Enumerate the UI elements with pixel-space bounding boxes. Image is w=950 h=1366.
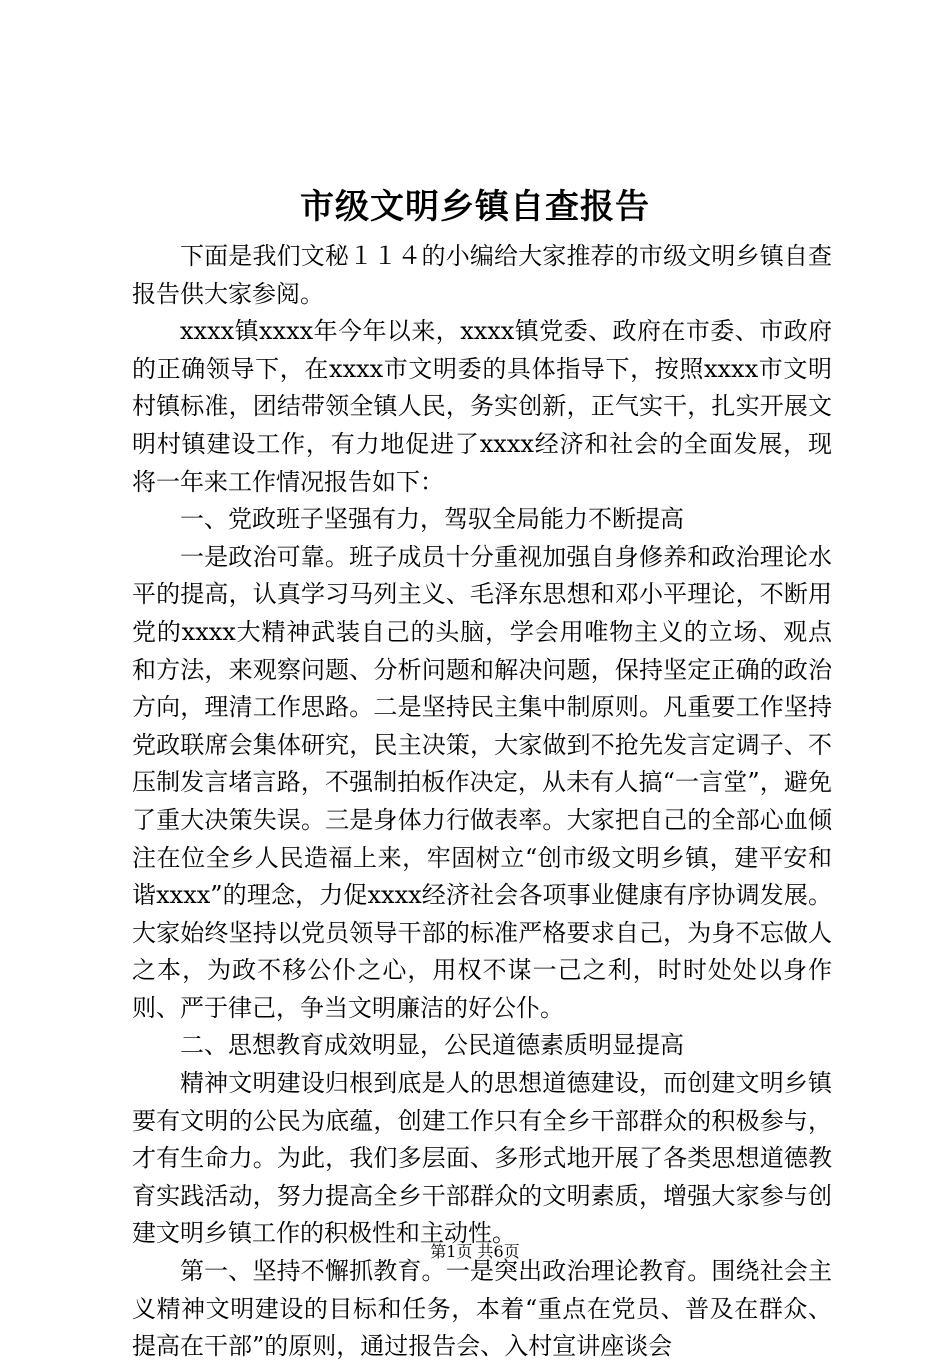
document-body (132, 238, 832, 1366)
document-title: 市级文明乡镇自查报告 (300, 187, 650, 227)
section-heading-2: 二、思想教育成效明显，公民道德素质明显提高 (180, 1031, 684, 1060)
paragraph-overview: xxxx镇xxxx年今年以来，xxxx镇党委、政府在市委、市政府的正确领导下，在xxxx市文明委的具体指导下，按照xxxx市文明村镇标准，团结带领全镇人民，务实创新，正气实干，扎实开展文明村镇建设工作，有力地促进了xxxx经济和社会的全面发展，现将一年来工作情况报告如下： (132, 317, 832, 496)
paragraph-section-1: 一是政治可靠。班子成员十分重视加强自身修养和政治理论水平的提高，认真学习马列主义、毛泽东思想和邓小平理论，不断用党的xxxx大精神武装自己的头脑，学会用唯物主义的立场、观点和方法，来观察问题、分析问题和解决问题，保持坚定正确的政治方向，理清工作思路。二是坚持民主集中制原则。凡重要工作坚持党政联席会集体研究，民主决策，大家做到不抢先发言定调子、不压制发言堵言路，不强制拍板作决定，从未有人搞“一言堂”，避免了重大决策失误。三是身体力行做表率。大家把自己的全部心血倾注在位全乡人民造福上来，牢固树立“创市级文明乡镇，建平安和谐xxxx”的理念，力促xxxx经济社会各项事业健康有序协调发展。大家始终坚持以党员领导干部的标准严格要求自己，为身不忘做人之本，为政不移公仆之心，用权不谋一己之利，时时处处以身作则、严于律己，争当文明廉洁的好公仆。 (132, 542, 832, 1022)
paragraph-section-2: 精神文明建设归根到底是人的思想道德建设，而创建文明乡镇要有文明的公民为底蕴，创建工作只有全乡干部群众的积极参与，才有生命力。为此，我们多层面、多形式地开展了各类思想道德教育实践活动，努力提高全乡干部群众的文明素质，增强大家参与创建文明乡镇工作的积极性和主动性。 (132, 1069, 832, 1248)
paragraph-section-2-first: 第一、坚持不懈抓教育。一是突出政治理论教育。围绕社会主义精神文明建设的目标和任务，本着“重点在党员、普及在群众、提高在干部”的原则，通过报告会、入村宣讲座谈会 (132, 1257, 832, 1361)
paragraph-intro: 下面是我们文秘１１４的小编给大家推荐的市级文明乡镇自查报告供大家参阅。 (132, 242, 832, 308)
section-heading-1: 一、党政班子坚强有力，驾驭全局能力不断提高 (180, 505, 684, 534)
page-footer: 第1页 共6页 (430, 1242, 520, 1261)
